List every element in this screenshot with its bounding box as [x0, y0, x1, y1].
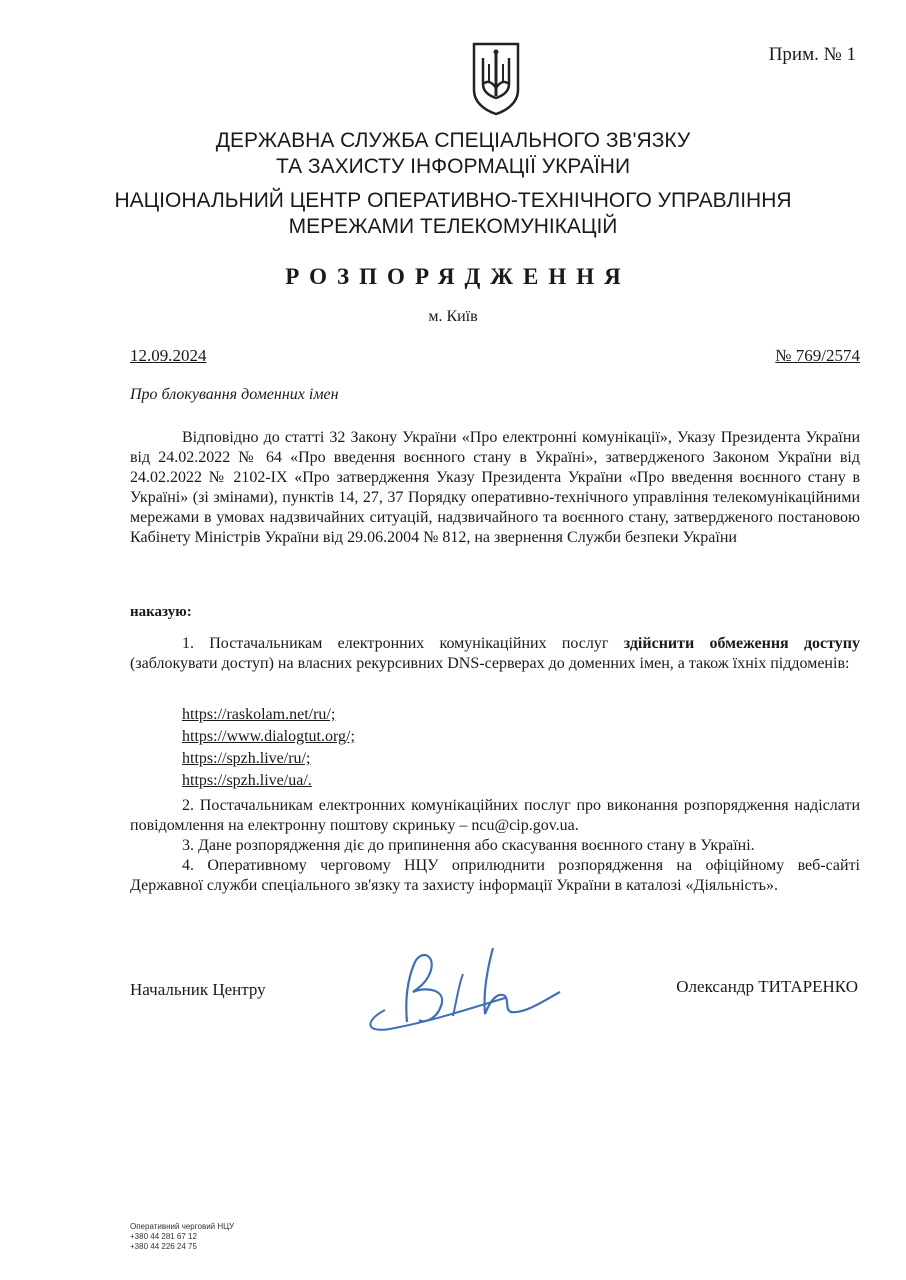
document-subject: Про блокування доменних імен	[130, 386, 339, 403]
order-item-4: 4. Оперативному черговому НЦУ оприлюднити розпорядження на офіційному веб-сайті Державної служби спеціального зв'язку та захисту інформації України в каталозі «Діяльність».	[130, 857, 860, 894]
order-item-1-prefix: 1. Постачальникам електронних комунікаційних послуг	[182, 635, 624, 652]
footer-line: Оперативний черговий НЦУ	[130, 1222, 235, 1231]
footer-phone: +380 44 281 67 12	[130, 1232, 197, 1241]
blocked-url[interactable]: https://raskolam.net/ru/;	[182, 706, 336, 723]
signatory-name: Олександр ТИТАРЕНКО	[676, 977, 858, 996]
blocked-url[interactable]: https://spzh.live/ru/;	[182, 750, 311, 767]
coat-of-arms-icon	[470, 40, 522, 116]
center-name-line2: МЕРЕЖАМИ ТЕЛЕКОМУНІКАЦІЙ	[288, 215, 618, 238]
order-item-3: 3. Дане розпорядження діє до припинення або скасування воєнного стану в Україні.	[182, 837, 755, 854]
document-date: 12.09.2024	[130, 346, 207, 365]
signatory-position: Начальник Центру	[130, 980, 266, 999]
order-item-1	[130, 634, 860, 674]
blocked-url[interactable]: https://spzh.live/ua/.	[182, 772, 312, 789]
order-item-1-bold: здійснити обмеження доступу	[623, 635, 860, 652]
footer-contacts	[130, 1222, 234, 1252]
order-item-2: 2. Постачальникам електронних комунікаційних послуг про виконання розпорядження надіслати повідомлення на електронну поштову скриньку – ncu@cip.gov.ua.	[130, 797, 860, 834]
document-type-title: РОЗПОРЯДЖЕННЯ	[285, 264, 631, 289]
order-item-1-suffix: (заблокувати доступ) на власних рекурсивних DNS-серверах до доменних імен, а також їхніх піддоменів:	[130, 655, 850, 672]
agency-name-line1: ДЕРЖАВНА СЛУЖБА СПЕЦІАЛЬНОГО ЗВ'ЯЗКУ	[215, 129, 691, 152]
center-name	[0, 188, 906, 240]
preamble-paragraph: Відповідно до статті 32 Закону України «Про електронні комунікації», Указу Президента України від 24.02.2022 № 64 «Про введення воєнного стану в Україні», затвердженого Законом України від 24.02.2022 № 2102-IX «Про затвердження Указу Президента України «Про введення воєнного стану в Україні» (зі змінами), пунктів 14, 27, 37 Порядку оперативно-технічного управління телекомунікаційними мережами в умовах надзвичайних ситуацій, надзвичайного та воєнного стану, затвердженого постановою Кабінету Міністрів України від 29.06.2004 № 812, на звернення Служби безпеки України	[130, 429, 860, 546]
footer-phone: +380 44 226 24 75	[130, 1242, 197, 1251]
annex-label: Прим. № 1	[768, 44, 856, 65]
blocked-url-list	[182, 704, 355, 792]
order-word: наказую:	[130, 604, 192, 620]
handwritten-signature	[355, 940, 565, 1035]
document-number: № 769/2574	[775, 346, 860, 365]
agency-name	[0, 128, 906, 180]
city: м. Київ	[428, 308, 478, 325]
center-name-line1: НАЦІОНАЛЬНИЙ ЦЕНТР ОПЕРАТИВНО-ТЕХНІЧНОГО УПРАВЛІННЯ	[114, 189, 792, 212]
blocked-url[interactable]: https://www.dialogtut.org/;	[182, 728, 355, 745]
agency-name-line2: ТА ЗАХИСТУ ІНФОРМАЦІЇ УКРАЇНИ	[275, 155, 631, 178]
